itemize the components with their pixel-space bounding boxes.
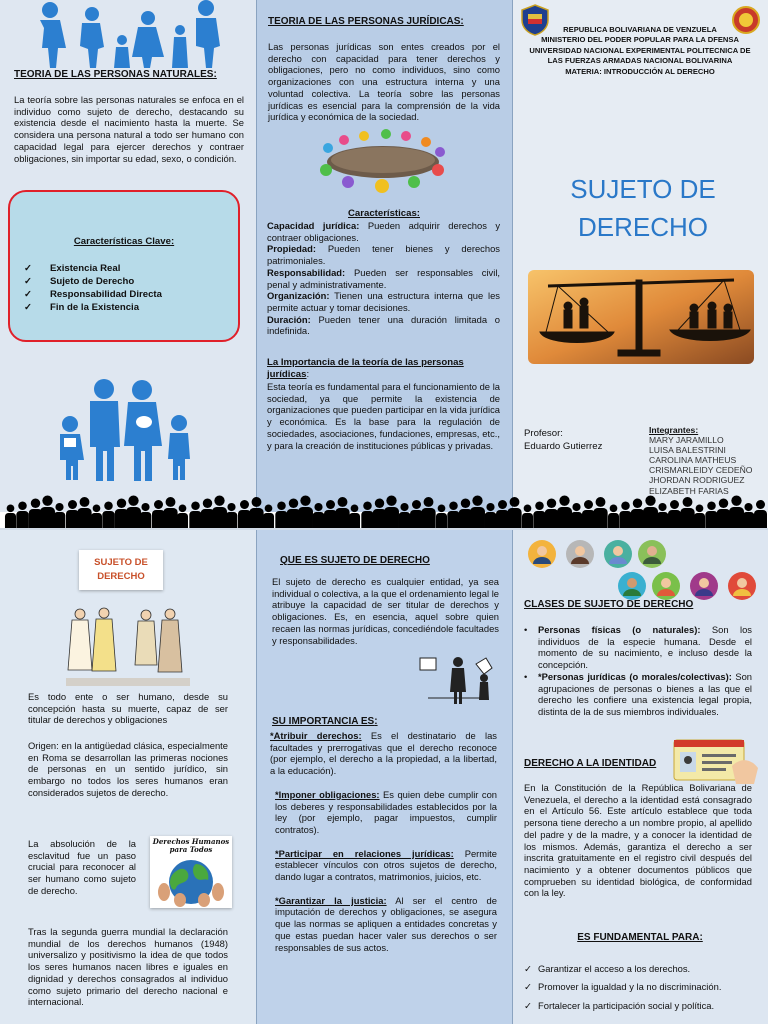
person-silhouette-icon: [470, 496, 485, 531]
check-icon: ✓: [524, 981, 532, 993]
list-item: Capacidad jurídica: Pueden adquirir derechos y contraer obligaciones.: [267, 220, 501, 243]
integrante: MARY JARAMILLO: [649, 435, 724, 446]
institution-header: REPUBLICA BOLIVARIANA DE VENZUELA MINISTERIO DEL PODER POPULAR PARA LA DFENSA UNIVERSIDAD NACIONAL EXPERIMENTAL POLITECNICA DE LAS FUERZAS ARMADAS NACIONAL BOLIVARINA MATERIA: INTRODUCCIÓN AL DERECHO: [529, 25, 751, 76]
profesor-label: Profesor:: [524, 428, 563, 439]
bullet-icon: •: [524, 670, 528, 682]
person-silhouette-icon: [5, 505, 16, 531]
derechos-humanos-label: Derechos Humanos: [152, 837, 230, 846]
clases-title: CLASES DE SUJETO DE DERECHO: [524, 599, 694, 610]
integrante: JHORDAN RODRIGUEZ: [649, 475, 745, 486]
person-silhouette-icon: [398, 503, 410, 530]
panel-divider: [256, 530, 257, 1024]
person-silhouette-icon: [680, 497, 694, 530]
person-silhouette-icon: [263, 505, 274, 531]
panel-personas-naturales: [0, 0, 256, 512]
person-silhouette-icon: [77, 497, 91, 530]
person-silhouette-icon: [40, 496, 55, 531]
check-icon: ✓: [524, 999, 532, 1011]
person-silhouette-icon: [226, 503, 238, 530]
integrante: LUISA BALESTRINI: [649, 445, 726, 456]
importancia-list: [270, 730, 497, 953]
importancia-title: SU IMPORTANCIA ES: [272, 716, 375, 727]
person-silhouette-icon: [668, 500, 681, 530]
sujeto-derecho-logo: SUJETO DE DERECHO: [79, 550, 163, 590]
list-item: ✓ Fin de la Existencia: [24, 302, 140, 313]
identidad-text: En la Constitución de la República Bolivariana de Venezuela, el derecho a la identidad está consagrado en el Artículo 56. Este artículo establece que toda persona tiene derecho a un nombre propio, al apellido del padre y de la madre, y a conocer la identidad de los mismos. Además, garantiza el derecho a ser inscrita gratuitamente en el registro civil después del nacimiento y a obtener documentos públicos que comprueben su identidad biológica, de conformidad con la ley.: [524, 782, 752, 899]
integrante: CRISMARLEIDY CEDEÑO: [649, 465, 753, 476]
list-item: Responsabilidad: Pueden ser responsables civil, penal y administrativamente.: [267, 266, 501, 290]
list-item: Duración: Pueden tener una duración limitada o indefinida.: [267, 313, 501, 337]
caracteristicas-clave-list: [24, 262, 162, 314]
check-icon: ✓: [24, 302, 33, 313]
juridicas-title: TEORIA DE LAS PERSONAS JURÍDICAS:: [268, 16, 464, 27]
person-silhouette-icon: [103, 502, 115, 531]
fundamental-list: [524, 960, 721, 1015]
person-silhouette-icon: [349, 505, 360, 531]
person-silhouette-icon: [484, 503, 496, 530]
check-icon: ✓: [524, 963, 532, 974]
check-icon: ✓: [24, 289, 33, 300]
person-silhouette-icon: [729, 496, 744, 531]
person-silhouette-icon: [743, 503, 755, 530]
person-silhouette-icon: [384, 496, 399, 531]
person-silhouette-icon: [361, 502, 373, 531]
person-silhouette-icon: [312, 503, 324, 530]
roman-citizens-icon: [66, 604, 190, 686]
person-silhouette-icon: [557, 496, 572, 531]
naturales-title: TEORIA DE LAS PERSONAS NATURALES:: [14, 69, 217, 80]
definicion-text: Es todo ente o ser humano, desde su concepción hasta su muerte, capaz de ser titular de derechos y obligaciones: [28, 691, 228, 726]
dudh-text: Tras la segunda guerra mundial la declaración mundial de los derechos humanos (1948) universalizo y positivismo la idea de que todos los seres humanos nacen libres e iguales en dignidad y derechos consagrados al individuo como sujeto primario del derecho nacional e internacional.: [28, 926, 228, 1008]
person-silhouette-icon: [54, 503, 66, 530]
globe-hands-icon: [150, 854, 232, 908]
panel-divider: [512, 0, 513, 512]
importancia-juridicas-text: Esta teoría es fundamental para el funcionamiento de la sociedad, ya que permite la existencia de organizaciones que pueden participar en la vida jurídica y económica. Es la base para la regulación de sociedades, asociaciones, fundaciones, empresas, etc., y para la creación de instituciones públicas y privadas.: [267, 381, 500, 451]
family-icon: [52, 378, 197, 483]
caracteristicas-clave-box: Características Clave: ✓ Existencia Real ✓ Sujeto de Derecho ✓ Responsabilidad Directa ✓ Fin de la Existencia: [8, 190, 240, 342]
list-item: ✓ Fortalecer la participación social y política.: [524, 997, 721, 1015]
panel-clases-identidad: [512, 530, 768, 1024]
list-item: ✓ Promover la igualdad y la no discriminación.: [524, 978, 721, 996]
check-icon: ✓: [24, 263, 33, 274]
juridicas-text: Las personas jurídicas son entes creados por el derecho con capacidad para tener derechos y obligaciones, pero no como individuos, sino como organizaciones con una estructura interna y una voluntad colectiva. La teoría sobre las personas jurídicas es esencial para la comprensión de la vida jurídica y económica de la sociedad.: [268, 41, 500, 123]
profesor-name: Eduardo Gutierrez: [524, 440, 603, 452]
caracteristicas-list: [267, 220, 500, 337]
person-silhouette-icon: [522, 505, 533, 531]
person-silhouette-icon: [91, 505, 102, 531]
person-silhouette-icon: [249, 497, 263, 530]
naturales-text: La teoría sobre las personas naturales se enfoca en el individuo como sujeto de derecho, destacando su existencia desde el nacimiento hasta la muerte. Se considera una persona natural a todo ser humano con capacidad legal para ejercer derechos y contraer obligaciones, sin importar su edad, sexo, o condición.: [14, 94, 244, 164]
person-silhouette-icon: [298, 496, 313, 531]
integrante: ELIZABETH FARIAS: [649, 485, 729, 496]
panel-sujeto-derecho-historia: [0, 530, 256, 1024]
id-card-icon: [672, 736, 760, 786]
panel-personas-juridicas: TEORIA DE LAS PERSONAS JURÍDICAS: Las personas jurídicas son entes creados por el derecho con capacidad para tener derechos y obligaciones, pero no como individuos, sino como organizaciones con una estructura interna y una voluntad colectiva. La teoría sobre las personas jurídicas es esencial para la comprensión de la vida jurídica y económica de la sociedad. Características: Capacidad jurídica: Pueden adquirir derechos y contraer obligaciones. Propiedad: Pueden tener bienes y derechos patrimoniales. Responsabilidad: Pueden ser responsables civil, penal y administrativamente. Organización: Tienen una estructura interna que les permite actuar y tomar decisiones. Duración: Pueden tener una duración limitada o indefinida. La Importancia de la teoría de las personas jurídicas: Esta teoría es fundamental para el funcionamiento de la sociedad, ya que permite la existencia de organizaciones que pueden participar en la vida jurídica y económica. Es la base para la regulación de sociedades, asociaciones, fundaciones, empresas, etc., y para la creación de instituciones públicas y privadas.: [256, 0, 512, 512]
list-item: • Personas físicas (o naturales): Son los individuos de la especie humana. Desde el momento de su nacimiento, e incluso desde la concepción.: [524, 624, 752, 671]
list-item: ✓ Sujeto de Derecho: [24, 276, 135, 287]
person-silhouette-icon: [447, 502, 459, 531]
person-silhouette-icon: [140, 503, 152, 530]
list-item: ✓ Responsabilidad Directa: [24, 289, 162, 300]
person-silhouette-icon: [643, 496, 658, 531]
caracteristicas-title: Características:: [348, 208, 420, 219]
page-title: SUJETO DE DERECHO: [570, 174, 716, 242]
person-silhouette-icon: [754, 500, 767, 530]
que-es-text: El sujeto de derecho es cualquier entidad, ya sea individual o colectiva, a la que el ordenamiento legal le atribuye la capacidad de ser titular de derechos y obligaciones. Es, en esencia, aquel sobre quien recaen las normas jurídicas, concediéndole facultades y responsabilidades.: [272, 576, 499, 646]
origen-text: Origen: en la antigüedad clásica, especialmente en Roma se desarrollan las primeras nociones de personas en un sentido jurídico, sin embargo no todos los seres humanos eran considerados sujetos de derecho.: [28, 740, 228, 798]
integrante: CAROLINA MATHEUS: [649, 455, 737, 466]
fundamental-title: ES FUNDAMENTAL PARA:: [577, 932, 703, 943]
person-silhouette-icon: [17, 502, 29, 531]
person-silhouette-icon: [694, 505, 705, 531]
person-silhouette-icon: [163, 497, 177, 530]
person-silhouette-icon: [422, 497, 436, 530]
list-item: Propiedad: Pueden tener bienes y derechos patrimoniales.: [267, 243, 500, 267]
people-avatars-icon: [526, 538, 766, 602]
check-icon: ✓: [24, 276, 33, 287]
person-silhouette-icon: [435, 505, 446, 531]
list-item: Organización: Tienen una estructura interna que les permite actuar y tomar decisiones.: [267, 290, 500, 313]
list-item: *Atribuir derechos: Es el destinatario de las facultades y prerrogativas que el derecho reconoce (por ejemplo, el derecho a la propiedad, a la libertad, a la educación).: [270, 730, 497, 777]
importancia-juridicas-title: La Importancia de la teoría de las personas jurídicas: [267, 357, 464, 380]
person-silhouette-icon: [608, 505, 619, 531]
esclavitud-text: La absolución de la esclavitud fue un paso crucial para reconocer al ser humano como sujeto de derecho.: [28, 838, 136, 896]
identidad-title: DERECHO A LA IDENTIDAD: [524, 758, 657, 769]
list-item: *Garantizar la justicia: Al ser el centro de imputación de derechos y obligaciones, se asegura que las normas se apliquen a entidades concretas y que estas puedan hacer valer sus derechos o ser responsables de sus actos.: [275, 894, 497, 953]
list-item: ✓ Existencia Real: [24, 263, 121, 274]
que-es-title: QUE ES SUJETO DE DERECHO: [280, 555, 430, 566]
list-item: • *Personas jurídicas (o morales/colectivas): Son agrupaciones de personas o bienes a las que el derecho les confiere una existencia legal propia, distinta de la de sus miembros individuales.: [524, 670, 752, 717]
person-silhouette-icon: [335, 497, 349, 530]
panel-que-es-sujeto: QUE ES SUJETO DE DERECHO El sujeto de derecho es cualquier entidad, ya sea individual o colectiva, a la que el ordenamiento legal le atribuye la capacidad de ser titular de derechos y obligaciones. Es, en esencia, aquel sobre quien recaen las normas jurídicas, concediéndole facultades y responsabilidades. SU IMPORTANCIA ES: *Atribuir derechos: Es el destinatario de las facultades y prerrogativas que el derecho reconoce (por ejemplo, el derecho a la propiedad, a la libertad, a la educación). *Imponer obligaciones: Es quien debe cumplir con los deberes y responsabilidades establecidos por la ley (por ejemplo, pagar impuestos, cumplir contratos). *Participar en relaciones jurídicas: Permite establecer vínculos con otros sujetos de derecho, dando lugar a contratos, matrimonios, juicios, etc. *Garantizar la justicia: Al ser el centro de imputación de derechos y obligaciones, se asegura que las normas se apliquen a entidades concretas y que estas puedan hacer valer sus derechos o ser responsables de sus actos.: [256, 530, 512, 1024]
panel-divider: [512, 530, 513, 1024]
family-walking-icon: [20, 0, 230, 68]
panel-portada: [512, 0, 768, 512]
bullet-icon: •: [524, 624, 528, 635]
person-silhouette-icon: [508, 497, 522, 530]
person-silhouette-icon: [275, 502, 287, 531]
lawyers-illustration-icon: [418, 654, 498, 706]
list-item: *Imponer obligaciones: Es quien debe cumplir con los deberes y responsabilidades establecidos por la ley (por ejemplo, pagar impuestos, cumplir contratos).: [275, 788, 498, 835]
panel-divider: [256, 0, 257, 512]
person-silhouette-icon: [657, 503, 669, 530]
person-silhouette-icon: [177, 505, 188, 531]
derechos-humanos-sublabel: para Todos: [169, 845, 213, 854]
integrantes-label: Integrantes:: [649, 425, 699, 435]
list-item: *Participar en relaciones jurídicas: Permite establecer vínculos con otros sujetos de derecho, dando lugar a contratos, matrimonios, juicios, etc.: [275, 847, 497, 883]
person-silhouette-icon: [570, 503, 582, 530]
caracteristicas-clave-title: Características Clave: [73, 236, 171, 247]
person-silhouette-icon: [594, 497, 608, 530]
clases-list: [524, 624, 752, 718]
derechos-humanos-image: [150, 836, 232, 908]
list-item: ✓ Garantizar el acceso a los derechos.: [524, 960, 721, 978]
person-silhouette-icon: [189, 502, 201, 531]
justice-scale-icon: [528, 270, 754, 364]
meeting-table-icon: [308, 126, 458, 196]
